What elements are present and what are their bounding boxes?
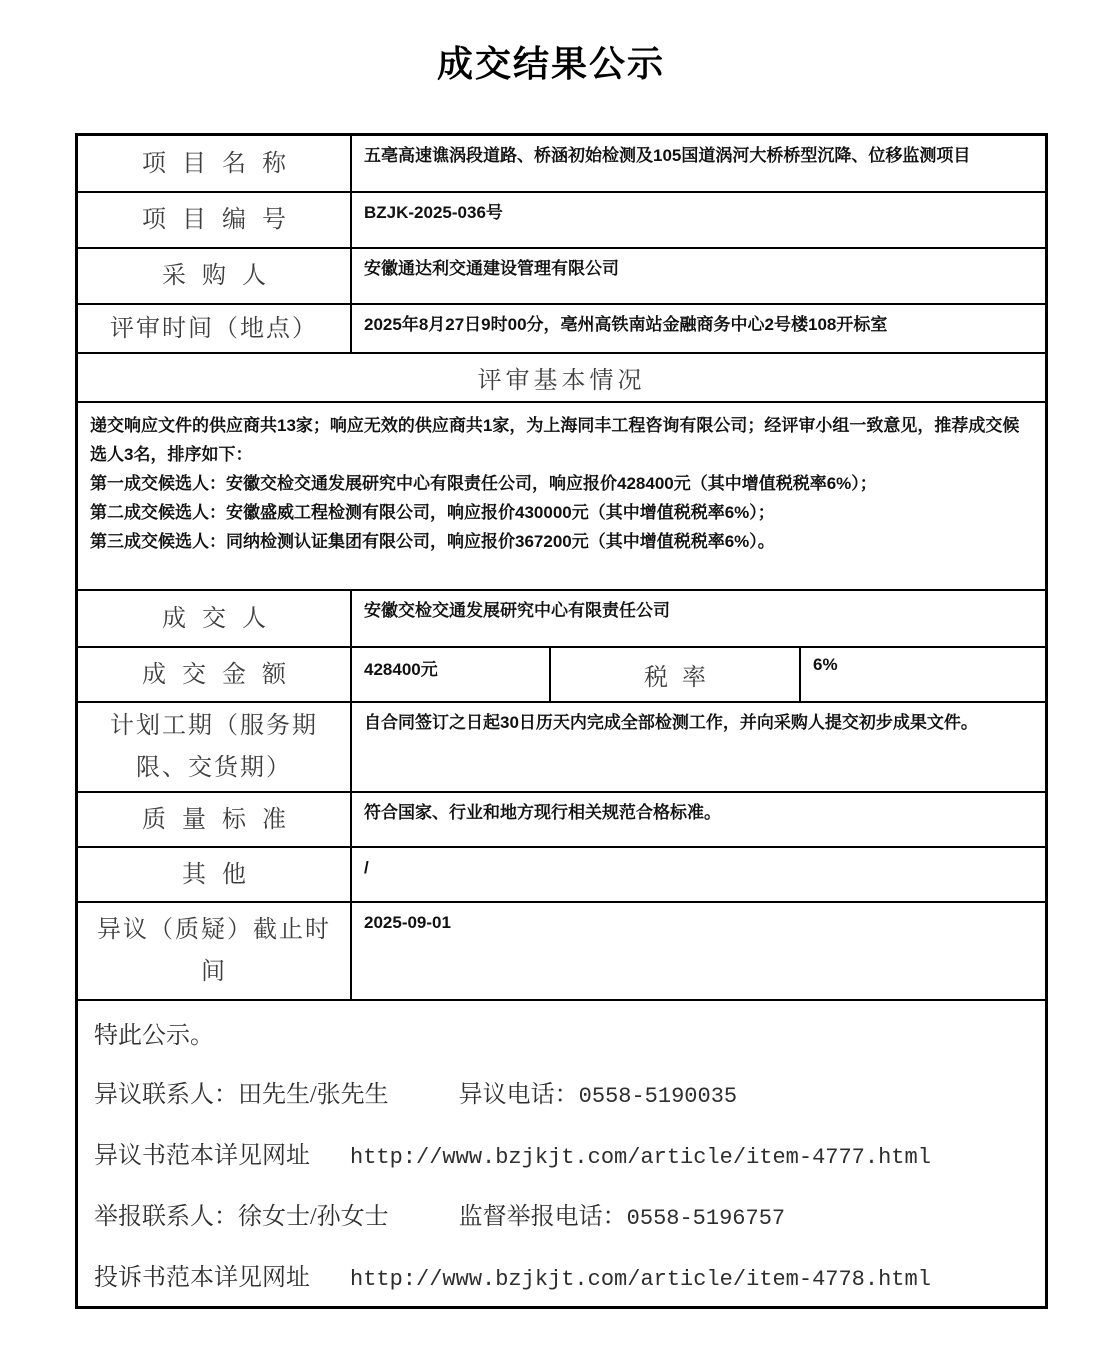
review-summary-line: 第一成交候选人：安徽交检交通发展研究中心有限责任公司，响应报价428400元（其中增值税税率6%）； xyxy=(90,474,877,493)
footer-complaint-template-line xyxy=(94,1261,1029,1297)
project-code-label: 项目编号 xyxy=(78,193,352,247)
objection-deadline-value: 2025-09-01 xyxy=(364,913,451,932)
purchaser-value: 安徽通达利交通建设管理有限公司 xyxy=(364,259,619,278)
objection-template-label: 异议书范本详见网址 xyxy=(94,1143,310,1169)
review-summary-line: 第三成交候选人：同纳检测认证集团有限公司，响应报价367200元（其中增值税税率6%）。 xyxy=(90,532,775,551)
other-label: 其他 xyxy=(78,848,352,901)
winner-value: 安徽交检交通发展研究中心有限责任公司 xyxy=(364,601,670,620)
quality-label: 质量标准 xyxy=(78,793,352,846)
table-row-review-header xyxy=(78,354,1045,403)
tax-rate-label: 税率 xyxy=(551,648,801,701)
review-summary-line: 递交响应文件的供应商共13家；响应无效的供应商共1家，为上海同丰工程咨询有限公司；经评审小组一致意见，推荐成交候选人3名，排序如下： xyxy=(90,416,1020,464)
table-row-schedule xyxy=(78,703,1045,793)
schedule-label: 计划工期（服务期限、交货期） xyxy=(78,703,352,791)
footer-objection-template-line xyxy=(94,1139,1029,1175)
table-row-objection-deadline xyxy=(78,903,1045,1001)
footer-block xyxy=(78,1001,1045,1306)
footer-report-contact-line xyxy=(94,1200,1029,1236)
footer-objection-contact-line xyxy=(94,1078,1029,1114)
purchaser-label: 采购人 xyxy=(78,249,352,303)
table-row-other xyxy=(78,848,1045,903)
review-time-label: 评审时间（地点） xyxy=(78,305,352,352)
project-name-label: 项目名称 xyxy=(78,136,352,191)
table-row-amount-tax xyxy=(78,648,1045,703)
table-row-purchaser xyxy=(78,249,1045,305)
objection-phone-label: 异议电话： xyxy=(458,1082,579,1108)
report-phone-label: 监督举报电话： xyxy=(458,1204,627,1230)
table-row-review-summary xyxy=(78,403,1045,591)
winner-label: 成交人 xyxy=(78,591,352,646)
amount-value: 428400元 xyxy=(352,648,551,701)
tax-rate-value: 6% xyxy=(813,655,838,674)
project-code-value: BZJK-2025-036号 xyxy=(364,203,503,222)
report-contact: 举报联系人：徐女士/孙女士 xyxy=(94,1204,389,1230)
quality-value: 符合国家、行业和地方现行相关规范合格标准。 xyxy=(364,803,721,822)
review-summary-line: 第二成交候选人：安徽盛威工程检测有限公司，响应报价430000元（其中增值税税率6%）； xyxy=(90,503,775,522)
objection-template-url: http://www.bzjkjt.com/article/item-4777.html xyxy=(350,1145,931,1170)
review-time-value: 2025年8月27日9时00分，亳州高铁南站金融商务中心2号楼108开标室 xyxy=(364,315,888,334)
review-summary xyxy=(78,403,1045,589)
table-row-winner xyxy=(78,591,1045,648)
table-row-footer xyxy=(78,1001,1045,1306)
complaint-template-label: 投诉书范本详见网址 xyxy=(94,1265,310,1291)
objection-contact: 异议联系人：田先生/张先生 xyxy=(94,1082,389,1108)
complaint-template-url: http://www.bzjkjt.com/article/item-4778.html xyxy=(350,1267,931,1292)
review-section-header: 评审基本情况 xyxy=(477,368,646,394)
table-row-project-name xyxy=(78,136,1045,193)
project-name-value: 五亳高速谯涡段道路、桥涵初始检测及105国道涡河大桥桥型沉降、位移监测项目 xyxy=(364,146,971,165)
objection-deadline-label: 异议（质疑）截止时间 xyxy=(78,903,352,999)
table-row-review-time xyxy=(78,305,1045,354)
report-phone: 0558-5196757 xyxy=(626,1206,786,1231)
other-value: / xyxy=(364,858,369,877)
amount-label: 成交金额 xyxy=(78,648,352,701)
table-row-quality xyxy=(78,793,1045,848)
result-table xyxy=(75,133,1048,1309)
schedule-value: 自合同签订之日起30日历天内完成全部检测工作，并向采购人提交初步成果文件。 xyxy=(364,713,978,732)
table-row-project-code xyxy=(78,193,1045,249)
footer-notice: 特此公示。 xyxy=(94,1023,214,1049)
objection-phone: 0558-5190035 xyxy=(578,1084,738,1109)
page-title: 成交结果公示 xyxy=(436,44,665,84)
